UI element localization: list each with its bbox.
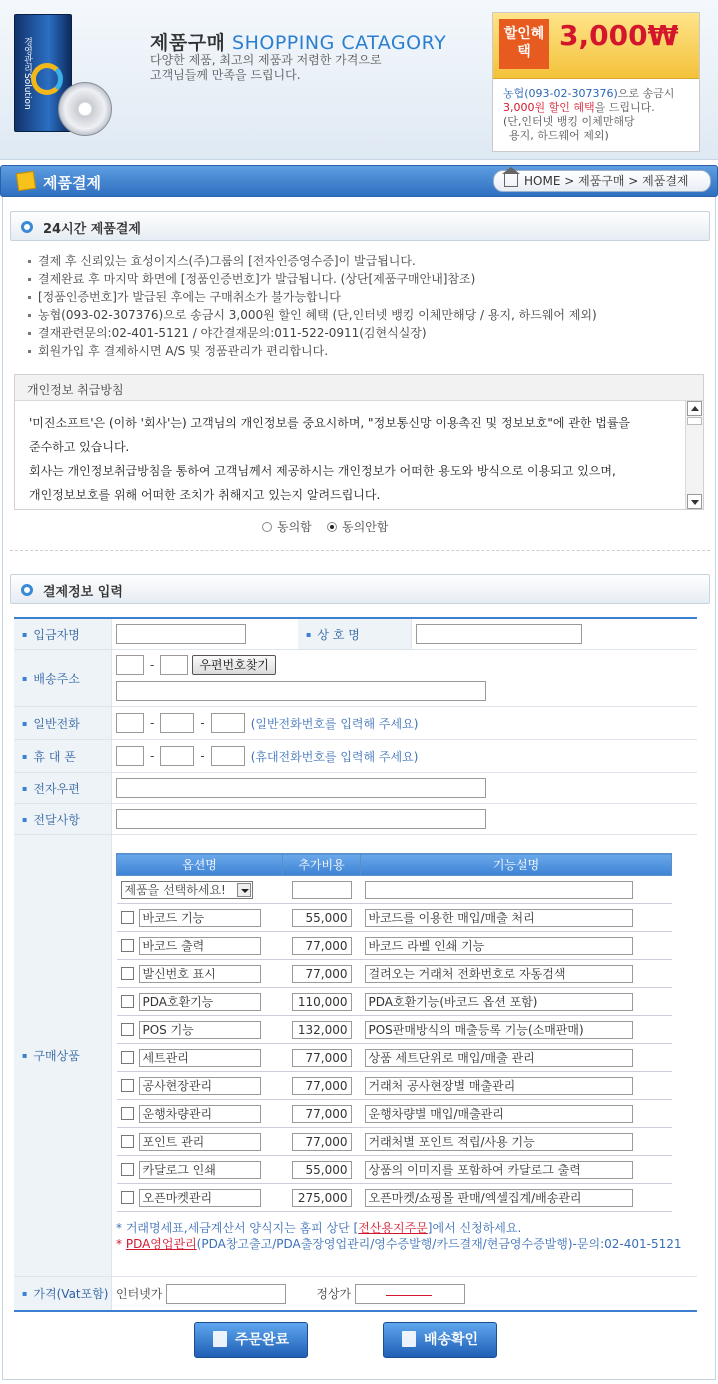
option-cost: 77,000 xyxy=(292,965,352,983)
option-name: 오픈마켓관리 xyxy=(139,1189,261,1207)
note-item: [정품인증번호]가 발급된 후에는 구매취소가 불가능합니다 xyxy=(28,288,597,306)
address-input[interactable] xyxy=(116,681,486,701)
note-item: 결제 후 신뢰있는 효성이지스(주)그룹의 [전자인증영수증]이 발급됩니다. xyxy=(28,252,597,270)
col-description: 기능설명 xyxy=(361,854,672,876)
home-icon xyxy=(504,174,518,187)
message-input[interactable] xyxy=(116,809,486,829)
bullet-circle-icon xyxy=(21,584,33,596)
section-title: 결제정보 입력 xyxy=(43,585,123,600)
privacy-title: 개인정보 취급방침 xyxy=(15,375,703,401)
product-options-table xyxy=(116,853,672,1212)
logo-ring-icon xyxy=(31,63,63,95)
table-row xyxy=(117,1156,672,1184)
privacy-policy-box xyxy=(14,374,704,510)
price-label: ▪ 가격(Vat포함) xyxy=(14,1277,112,1310)
option-desc: 걸려오는 거래처 전화번호로 자동검색 xyxy=(365,965,633,983)
option-name: 카달로그 인쇄 xyxy=(139,1161,261,1179)
option-desc: PDA호환기능(바코드 옵션 포함) xyxy=(365,993,633,1011)
section-title: 24시간 제품결제 xyxy=(43,222,141,237)
privacy-text: '미진소프트'은 (이하 '회사'는) 고객님의 개인정보를 중요시하며, "정보통신망 이용촉진 및 정보보호"에 관한 법률을 준수하고 있습니다. 회사는 개인정보취급방침을 통하여 고객님께서 제공하시는 개인정보가 어떠한 용도와 방식으로 이용되고 있으며, 개인정보보호를 위해 어떠한 조치가 취해지고 있는지 알려드립니다. xyxy=(29,416,631,502)
divider xyxy=(10,550,710,551)
option-desc: 상품 세트단위로 매입/매출 관리 xyxy=(365,1049,633,1067)
option-cost: 132,000 xyxy=(292,1021,352,1039)
internet-price-field xyxy=(166,1284,286,1304)
phone2-input[interactable] xyxy=(160,713,194,733)
option-checkbox[interactable] xyxy=(121,1135,134,1148)
email-input[interactable] xyxy=(116,778,486,798)
discount-tag: 할인혜택 xyxy=(499,19,549,69)
table-row xyxy=(117,1184,672,1212)
note-item: 농협(093-02-307376)으로 송금시 3,000원 할인 혜택 (단,인터넷 뱅킹 이체만해당 / 용지, 하드웨어 제외) xyxy=(28,306,597,324)
folder-icon xyxy=(16,171,36,191)
option-name: 운행차량관리 xyxy=(139,1105,261,1123)
option-name: 발신번호 표시 xyxy=(139,965,261,983)
banner-title: 제품구매 SHOPPING CATAGORY xyxy=(150,32,447,54)
option-checkbox[interactable] xyxy=(121,1191,134,1204)
option-checkbox[interactable] xyxy=(121,1051,134,1064)
zip1-input[interactable] xyxy=(116,655,144,675)
note-item: 회원가입 후 결제하시면 A/S 및 정품관리가 편리합니다. xyxy=(28,342,597,360)
box-text: 경영관리Solution xyxy=(22,37,32,110)
message-label: ▪ 전달사항 xyxy=(14,804,112,834)
disagree-radio[interactable]: 동의안함 xyxy=(327,520,388,534)
option-cost: 275,000 xyxy=(292,1189,352,1207)
option-checkbox[interactable] xyxy=(121,1023,134,1036)
option-name: 바코드 기능 xyxy=(139,909,261,927)
mobile3-input[interactable] xyxy=(211,746,245,766)
option-desc: POS판매방식의 매출등록 기능(소매판매) xyxy=(365,1021,633,1039)
option-name: 세트관리 xyxy=(139,1049,261,1067)
option-checkbox[interactable] xyxy=(121,911,134,924)
section-header-payment xyxy=(10,211,710,241)
section-header-payment-info xyxy=(10,574,710,604)
zip-search-button[interactable]: 우편번호찾기 xyxy=(192,655,276,675)
option-checkbox[interactable] xyxy=(121,1107,134,1120)
normal-price-field xyxy=(355,1284,465,1304)
option-cost: 77,000 xyxy=(292,937,352,955)
option-checkbox[interactable] xyxy=(121,995,134,1008)
cd-disc-icon xyxy=(58,82,112,136)
paper-order-link[interactable]: 전산용지주문 xyxy=(358,1221,428,1235)
company-label: ▪ 상 호 명 xyxy=(298,619,412,649)
note-item: 결재관련문의:02-401-5121 / 야간결재문의:011-522-0911(김현식실장) xyxy=(28,324,597,342)
payment-form: ▪ 입금자명 ▪ 상 호 명 ▪ 배송주소 - 우편번호찾기 ▪ 일반전화 - - (일반전화번호를 입력해 주세요) ▪ 휴 대 폰 - - (휴대전화번호를 입력해 주세요) ▪ 전자우편 ▪ 전달사항 ▪ 구매상품 옵션명 추가비용 기능설명 제품을 선택하세요! 바코드 기능 55,000 바코드를 이용한 매입/매출 처리 바코드 출력 77,000 바코드 라벨 인쇄 기능 발신번호 표시 77,000 걸려오는 거래처 전화번호로 자동검색 PDA호환기능 110,000 PDA호환기능(바코드 옵션 포함) POS 기능 132,000 POS판매방식의 매출등록 기능(소매판매) 세트관리 77,000 상품 세트단위로 매입/매출 관리 공사현장관리 77,000 거래처 공사현장별 매출관리 운행차량관리 77,000 운행차량별 매입/매출관리 포인트 관리 77,000 거래처별 포인트 적립/사용 기능 카달로그 인쇄 55,000 상품의 이미지를 포함하여 카달로그 출력 오픈마켓관리 275,000 오픈마켓/쇼핑몰 판매/엑셀집계/배송관리 * 거래명세표,세금계산서 양식지는 홈피 상단 [전산용지주문]에서 신청하세요. * PDA영업관리(PDA창고출고/PDA출장영업관리/영수증발행/카드결재/현금영수증발행)-문의:02-401-5121 ▪ 가격(Vat포함) 인터넷가 정상가 xyxy=(14,617,697,1312)
option-name: POS 기능 xyxy=(139,1021,261,1039)
promo-text: 농협(093-02-307376)으로 송금시 3,000원 할인 혜택을 드립니다. (단,인터넷 뱅킹 이체만해당 용지, 하드웨어 제외) xyxy=(503,87,675,142)
option-cost: 110,000 xyxy=(292,993,352,1011)
scroll-thumb[interactable] xyxy=(687,417,702,425)
order-notes: * 거래명세표,세금계산서 양식지는 홈피 상단 [전산용지주문]에서 신청하세요. * PDA영업관리(PDA창고출고/PDA출장영업관리/영수증발행/카드결재/현금영수증발행)-문의:02-401-5121 xyxy=(116,1221,682,1251)
banner-subtitle: 다양한 제품, 최고의 제품과 저렴한 가격으로 고객님들께 만족을 드립니다. xyxy=(150,53,382,82)
option-desc: 오픈마켓/쇼핑몰 판매/엑셀집계/배송관리 xyxy=(365,1189,633,1207)
option-desc: 거래처별 포인트 적립/사용 기능 xyxy=(365,1133,633,1151)
table-row xyxy=(117,1100,672,1128)
privacy-agree-options xyxy=(262,518,388,535)
page-title: 제품결제 xyxy=(43,174,101,192)
option-name: 포인트 관리 xyxy=(139,1133,261,1151)
base-cost-field xyxy=(292,881,352,899)
document-icon xyxy=(213,1331,227,1347)
option-checkbox[interactable] xyxy=(121,967,134,980)
depositor-input[interactable] xyxy=(116,624,246,644)
option-desc: 바코드를 이용한 매입/매출 처리 xyxy=(365,909,633,927)
internet-price-label: 인터넷가 xyxy=(116,1287,163,1301)
option-checkbox[interactable] xyxy=(121,939,134,952)
top-banner xyxy=(0,0,718,160)
normal-price-label: 정상가 xyxy=(316,1287,352,1301)
breadcrumb[interactable]: HOME > 제품구매 > 제품결제 xyxy=(493,170,711,192)
note-item: 결제완료 후 마지막 화면에 [정품인증번호]가 발급됩니다. (상단[제품구매안내]참조) xyxy=(28,270,597,288)
banner-title-en: SHOPPING CATAGORY xyxy=(232,32,447,54)
table-row xyxy=(117,960,672,988)
phone1-input[interactable] xyxy=(116,713,144,733)
agree-radio[interactable]: 동의함 xyxy=(262,520,312,534)
products-label: ▪ 구매상품 xyxy=(14,835,112,1276)
option-cost: 77,000 xyxy=(292,1105,352,1123)
scroll-up-icon[interactable] xyxy=(687,401,702,416)
option-desc: 바코드 라벨 인쇄 기능 xyxy=(365,937,633,955)
privacy-scrollbar[interactable] xyxy=(685,401,703,509)
phone-label: ▪ 일반전화 xyxy=(14,707,112,739)
order-complete-button[interactable]: 주문완료 xyxy=(194,1322,308,1358)
mobile1-input[interactable] xyxy=(116,746,144,766)
scroll-down-icon[interactable] xyxy=(687,494,702,509)
option-cost: 77,000 xyxy=(292,1049,352,1067)
option-name: PDA호환기능 xyxy=(139,993,261,1011)
discount-promo-box xyxy=(492,12,700,152)
table-row xyxy=(117,988,672,1016)
page-titlebar xyxy=(0,165,718,197)
chevron-down-icon xyxy=(237,883,251,897)
table-row xyxy=(117,932,672,960)
option-cost: 55,000 xyxy=(292,909,352,927)
option-name: 바코드 출력 xyxy=(139,937,261,955)
bullet-circle-icon xyxy=(21,221,33,233)
option-cost: 77,000 xyxy=(292,1133,352,1151)
option-checkbox[interactable] xyxy=(121,1079,134,1092)
col-option-name: 옵션명 xyxy=(117,854,283,876)
table-row xyxy=(117,904,672,932)
payment-notes xyxy=(28,252,597,360)
option-desc: 거래처 공사현장별 매출관리 xyxy=(365,1077,633,1095)
option-cost: 55,000 xyxy=(292,1161,352,1179)
option-name: 공사현장관리 xyxy=(139,1077,261,1095)
email-label: ▪ 전자우편 xyxy=(14,773,112,803)
table-row xyxy=(117,1072,672,1100)
address-label: ▪ 배송주소 xyxy=(14,650,112,706)
delivery-check-button[interactable]: 배송확인 xyxy=(383,1322,497,1358)
product-select[interactable]: 제품을 선택하세요! xyxy=(121,881,253,899)
zip2-input[interactable] xyxy=(160,655,188,675)
option-checkbox[interactable] xyxy=(121,1163,134,1176)
mobile2-input[interactable] xyxy=(160,746,194,766)
phone3-input[interactable] xyxy=(211,713,245,733)
box-icon xyxy=(402,1331,416,1347)
phone-hint: (일반전화번호를 입력해 주세요) xyxy=(250,716,419,731)
option-desc: 운행차량별 매입/매출관리 xyxy=(365,1105,633,1123)
discount-amount: 3,000₩ xyxy=(559,19,679,52)
option-desc: 상품의 이미지를 포함하여 카달로그 출력 xyxy=(365,1161,633,1179)
table-row xyxy=(117,1044,672,1072)
table-row xyxy=(117,1128,672,1156)
mobile-hint: (휴대전화번호를 입력해 주세요) xyxy=(250,749,419,764)
depositor-label: ▪ 입금자명 xyxy=(14,619,112,649)
base-desc-field xyxy=(365,881,633,899)
mobile-label: ▪ 휴 대 폰 xyxy=(14,740,112,772)
option-cost: 77,000 xyxy=(292,1077,352,1095)
table-row xyxy=(117,1016,672,1044)
col-extra-cost: 추가비용 xyxy=(283,854,361,876)
pda-link[interactable]: PDA영업관리 xyxy=(125,1237,197,1251)
company-input[interactable] xyxy=(416,624,582,644)
